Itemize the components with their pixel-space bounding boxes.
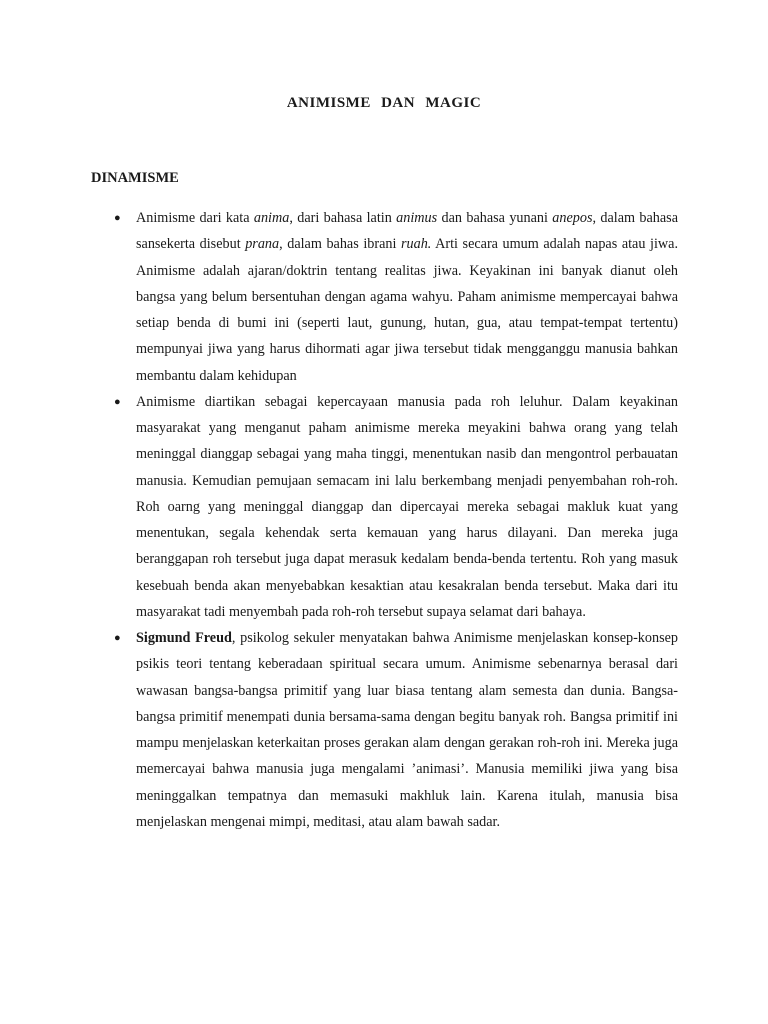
section-heading: DINAMISME [91,170,179,186]
bullet-list [112,205,678,835]
document-title: ANIMISME DAN MAGIC [286,95,482,111]
text-run: , dari bahasa latin [289,210,397,226]
text-run: , psikolog sekuler menyatakan bahwa Animisme menjelaskan konsep-konsep psikis teori tentang keberadaan spiritual secara umum. Animisme sebenarnya berasal dari wawasan bangsa-bangsa primitif yang luar biasa tentang alam semesta dan dunia. Bangsa-bangsa primitif menempati dunia bersama-sama dengan begitu banyak roh. Bangsa primitif ini mampu menjelaskan keterkaitan proses gerakan alam dengan gerakan roh-roh ini. Mereka juga memercayai bahwa manusia juga mengalami ’animasi’. Manusia memiliki jiwa yang bisa meninggalkan tempatnya dan memasuki makhluk lain. Karena itulah, manusia bisa menjelaskan mengenai mimpi, meditasi, atau alam bawah sadar. [136,630,678,830]
bullet-icon: ● [114,212,121,224]
bullet-icon: ● [114,632,121,644]
bold-term: Sigmund Freud [136,630,232,646]
text-run: Animisme diartikan sebagai kepercayaan manusia pada roh leluhur. Dalam keyakinan masyarakat yang menganut paham animisme mereka meyakini bahwa orang yang telah meninggal dianggap sebagai yang maha tinggi, menentukan nasib dan mengontrol perbauatan manusia. Kemudian pemujaan semacam ini lalu berkembang menjadi penyembahan roh-roh. Roh oarng yang meninggal dianggap dan dipercayai mereka sebagai makluk kuat yang menentukan, segala kehendak serta kemauan yang harus dilayani. Dan mereka juga beranggapan roh tersebut juga dapat merasuk kedalam benda-benda tertentu. Roh yang masuk kesebuah benda akan menyebabkan kesaktian atau kesakralan benda tersebut. Maka dari itu masyarakat tadi menyembah pada roh-roh tersebut supaya selamat dari bahaya. [136,393,678,620]
list-item-text [136,205,678,389]
list-item [112,389,678,625]
text-run: Animisme dari kata [136,210,254,226]
text-run: dan bahasa yunani [437,210,553,226]
italic-term: animus [396,210,438,226]
bullet-icon: ● [114,395,121,408]
list-item-text [136,625,678,835]
list-item-text [136,389,678,625]
text-run: , dalam bahas ibrani [279,236,401,253]
italic-term: anima [253,210,290,226]
list-item [112,625,678,835]
italic-term: ruah. [400,236,432,253]
list-item [112,205,678,389]
italic-term: prana [245,236,280,253]
text-run: , dalam bahasa sansekerta disebut [136,210,679,253]
italic-term: anepos [552,210,593,226]
text-run: Arti secara umum adalah napas atau jiwa. Animisme adalah ajaran/doktrin tentang realitas jiwa. Keyakinan ini banyak dianut oleh bangsa yang belum bersentuhan dengan agama wahyu. Paham animisme mempercayai bahwa setiap benda di bumi ini (seperti laut, gunung, hutan, gua, atau tempat-tempat tertentu) mempunyai jiwa yang harus dihormati agar jiwa tersebut tidak mengganggu manusia bahkan membantu dalam kehidupan [136,236,678,384]
